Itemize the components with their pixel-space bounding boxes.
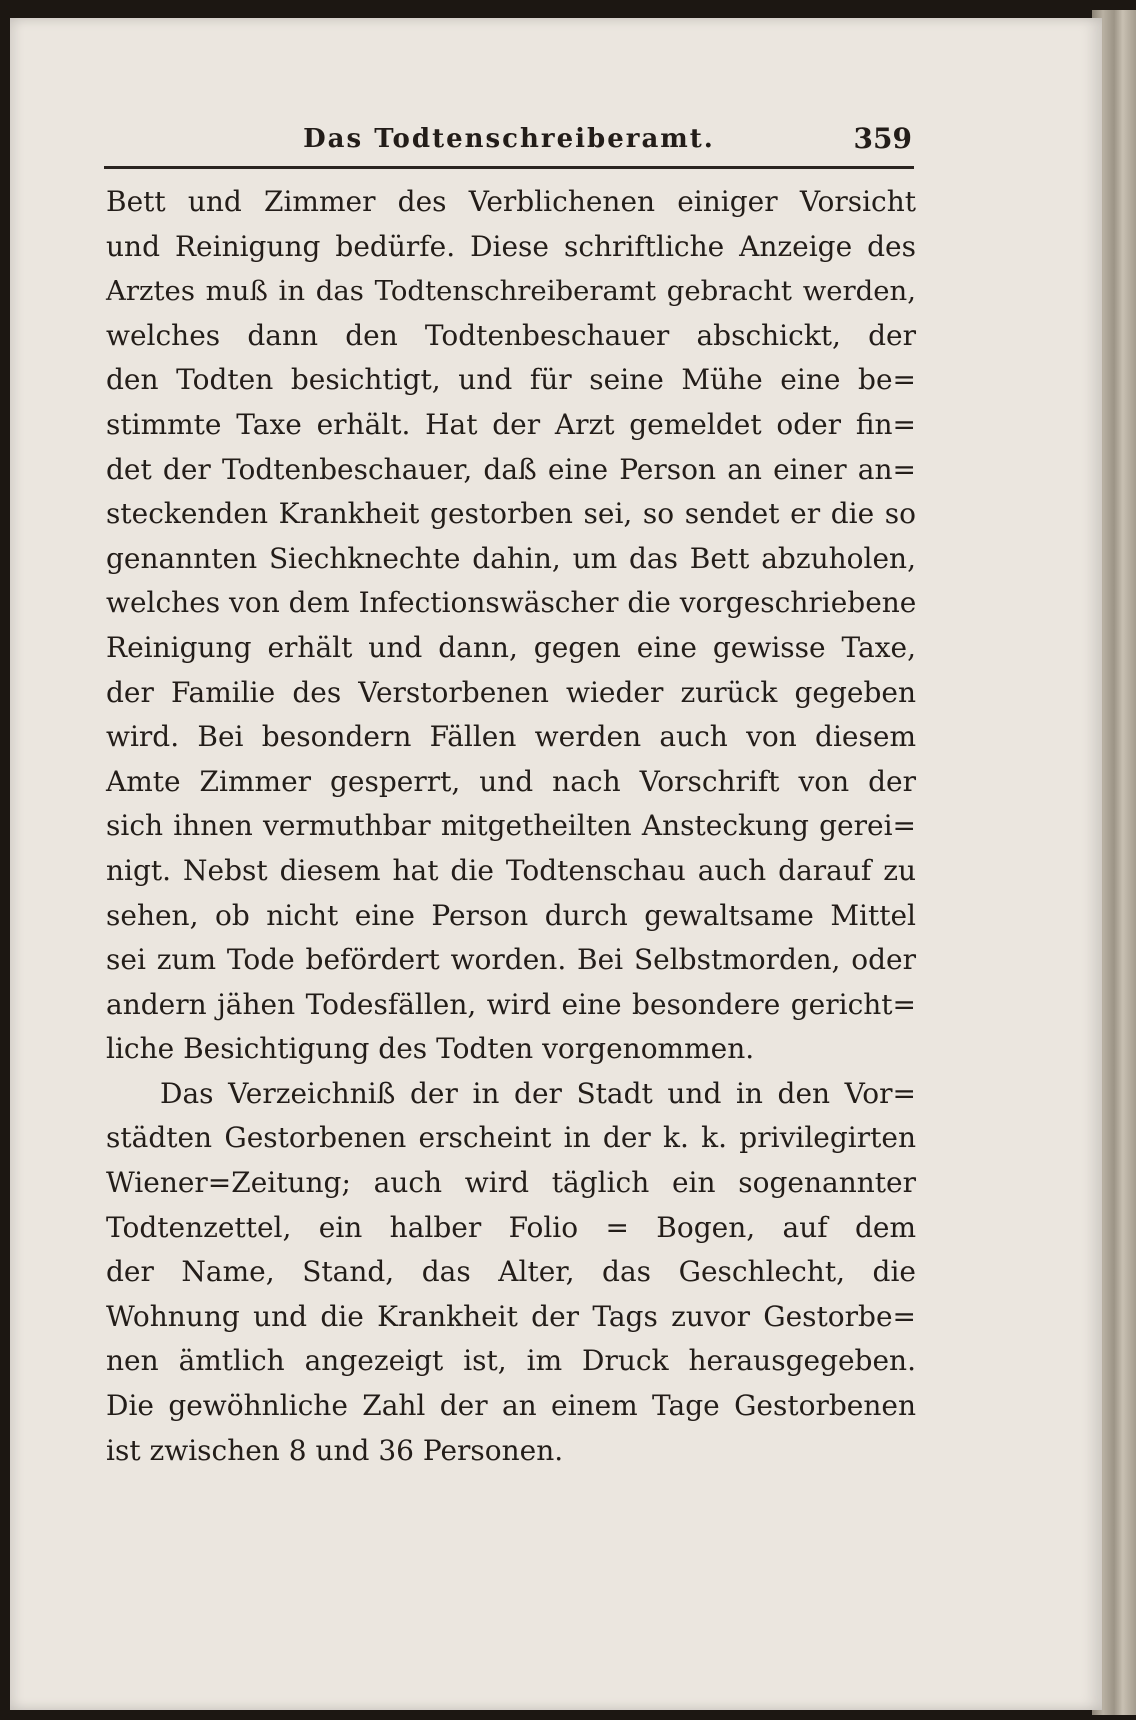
text-line: sehen, ob nicht eine Person durch gewaltsame Mittel [106,898,916,932]
text-line: und Reinigung bedürfe. Diese schriftliche Anzeige des [106,229,916,263]
text-line: sich ihnen vermuthbar mitgetheilten Ansteckung gerei= [106,809,916,843]
text-line: Amte Zimmer gesperrt, und nach Vorschrift von der [106,764,916,798]
text-line: welches von dem Infectionswäscher die vorgeschriebene [106,586,917,620]
text-line: der Familie des Verstorbenen wieder zurück gegeben [106,675,916,709]
text-line: Arztes muß in das Todtenschreiberamt gebracht werden, [106,275,916,308]
text-line: ist zwischen 8 und 36 Personen. [106,1433,564,1467]
text-line: den Todten besichtigt, und für seine Mühe eine be= [106,363,916,397]
text-line: wird. Bei besondern Fällen werden auch von diesem [106,720,916,754]
text-line: liche Besichtigung des Todten vorgenommen. [106,1032,755,1066]
page [10,18,1102,1710]
text-line: sei zum Tode befördert worden. Bei Selbstmorden, oder [106,943,916,977]
running-title: Das Todtenschreiberamt. [303,124,715,154]
paragraph-1 [106,180,916,1072]
text-line: steckenden Krankheit gestorben sei, so sendet er die so [106,497,916,531]
text-line: det der Todtenbeschauer, daß eine Person an einer an= [106,452,916,486]
text-line: Die gewöhnliche Zahl der an einem Tage Gestorbenen [106,1389,916,1423]
text-line: genannten Siechknechte dahin, um das Bett abzuholen, [106,541,916,575]
page-number: 359 [853,122,912,155]
text-line: Wohnung und die Krankheit der Tags zuvor Gestorbe= [106,1299,916,1333]
text-line: städten Gestorbenen erscheint in der k. k. privilegirten [106,1121,916,1155]
text-line: der Name, Stand, das Alter, das Geschlecht, die [106,1255,916,1289]
text-line: Reinigung erhält und dann, gegen eine gewisse Taxe, [106,630,916,664]
text-line: Wiener=Zeitung; auch wird täglich ein sogenannter [106,1166,916,1200]
paragraph-2 [106,1072,916,1473]
text-line: nigt. Nebst diesem hat die Todtenschau auch darauf zu [106,853,916,887]
text-line: Todtenzettel, ein halber Folio = Bogen, auf dem [106,1210,916,1244]
text-line: Bett und Zimmer des Verblichenen einiger Vorsicht [106,185,916,218]
text-line: andern jähen Todesfällen, wird eine besondere gericht= [106,987,916,1021]
text-line: Das Verzeichniß der in der Stadt und in den Vor= [160,1076,916,1110]
text-line: welches dann den Todtenbeschauer abschickt, der [106,318,916,352]
text-line: nen ämtlich angezeigt ist, im Druck herausgegeben. [106,1344,916,1378]
body-text [106,180,916,1473]
page-header [104,110,914,169]
text-line: stimmte Taxe erhält. Hat der Arzt gemeldet oder fin= [106,407,916,441]
